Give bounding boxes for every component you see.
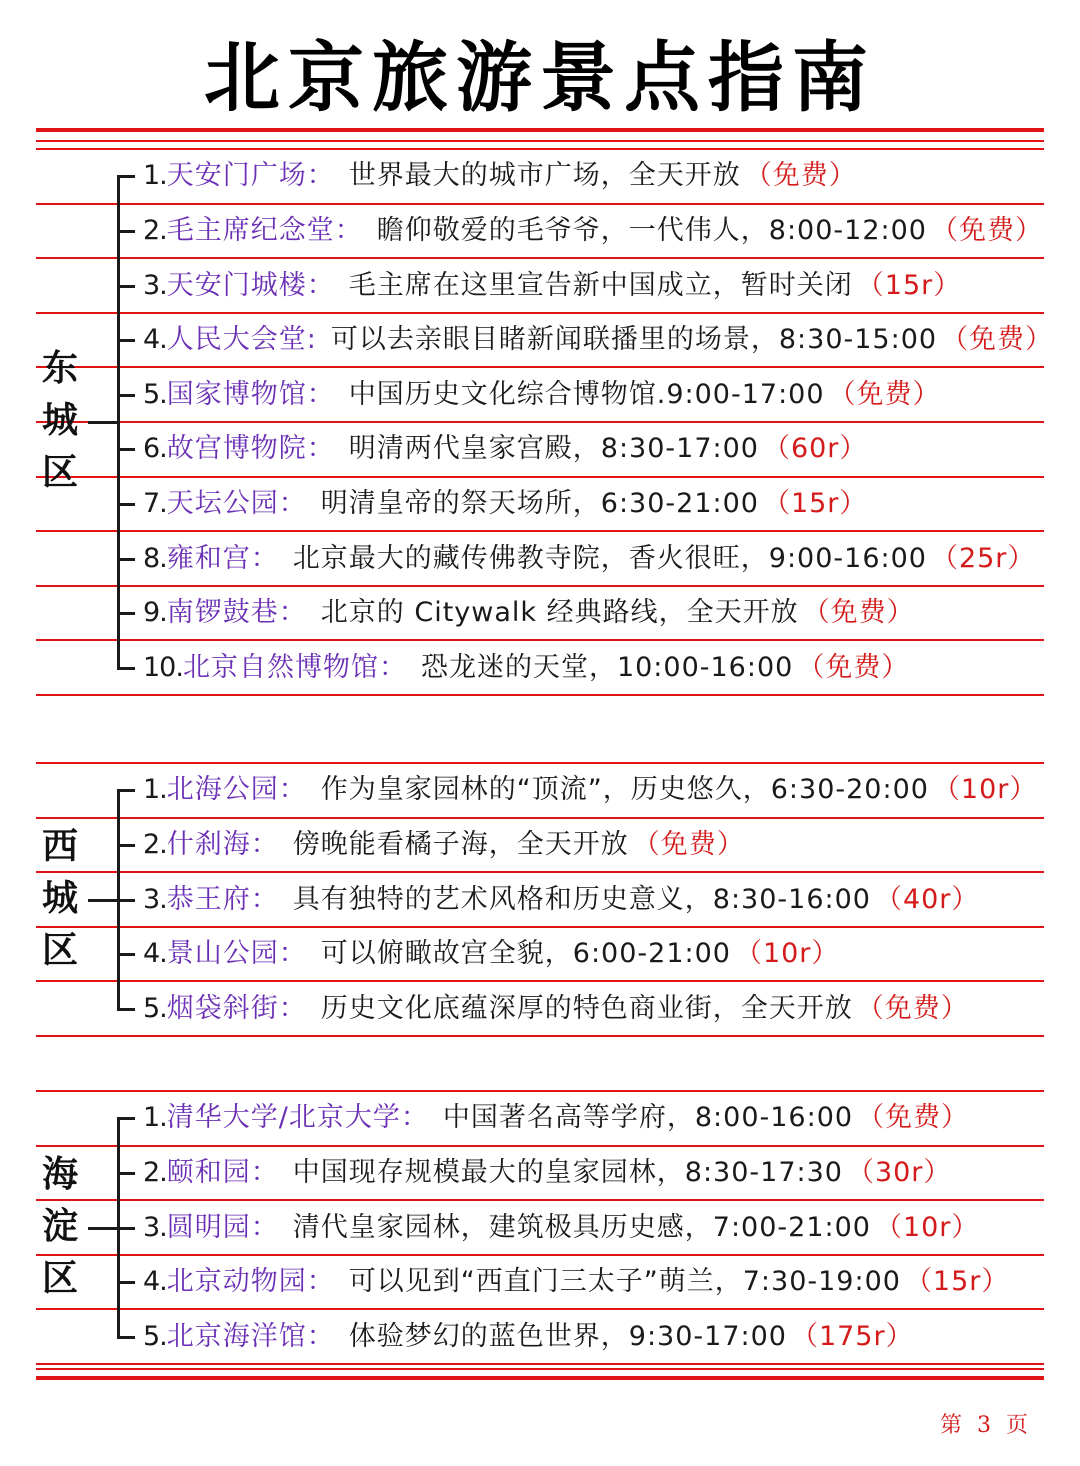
attraction-price: （免费） bbox=[941, 324, 1054, 356]
attraction-row bbox=[143, 768, 1037, 812]
attraction-description: 可以见到“西直门三太子”萌兰，7:30-19:00 bbox=[348, 1266, 901, 1298]
page-number: 第 3 页 bbox=[940, 1413, 1032, 1438]
row-divider bbox=[36, 1199, 1044, 1201]
attraction-row bbox=[143, 646, 909, 690]
bracket-tick bbox=[117, 953, 135, 956]
attraction-colon: ： bbox=[250, 828, 279, 860]
row-divider bbox=[36, 639, 1044, 641]
attraction-name: 北京动物园 bbox=[166, 1266, 307, 1298]
district-char: 海 bbox=[41, 1153, 78, 1195]
attraction-name: 烟袋斜街 bbox=[166, 992, 279, 1024]
attraction-name: 国家博物馆 bbox=[166, 378, 307, 410]
row-divider bbox=[36, 817, 1044, 819]
bracket-tick bbox=[117, 1281, 135, 1284]
row-divider bbox=[36, 980, 1044, 982]
row-divider bbox=[36, 421, 1044, 423]
attraction-price: （免费） bbox=[797, 651, 910, 683]
attraction-name: 北京自然博物馆 bbox=[182, 651, 379, 683]
district-label bbox=[36, 821, 84, 977]
row-divider bbox=[36, 1254, 1044, 1256]
attraction-colon: ： bbox=[306, 1320, 335, 1352]
item-number: 5. bbox=[143, 378, 167, 410]
bottom-rule-thin bbox=[36, 1368, 1044, 1370]
district-char: 区 bbox=[41, 1257, 78, 1299]
attraction-price: （10r） bbox=[932, 774, 1038, 806]
attraction-row bbox=[143, 591, 915, 635]
attraction-colon: ： bbox=[278, 597, 307, 629]
item-number: 3. bbox=[143, 1211, 167, 1243]
attraction-row bbox=[143, 373, 941, 417]
attraction-description: 恐龙迷的天堂，10:00-16:00 bbox=[420, 651, 794, 683]
item-number: 2. bbox=[143, 1156, 167, 1188]
attraction-colon: ： bbox=[278, 938, 307, 970]
district-char: 城 bbox=[41, 400, 78, 441]
attraction-row bbox=[143, 1206, 979, 1250]
row-divider bbox=[36, 203, 1044, 205]
row-divider bbox=[36, 1035, 1044, 1037]
bracket-tick bbox=[117, 1117, 135, 1120]
attraction-row bbox=[143, 482, 867, 526]
row-divider bbox=[36, 312, 1044, 314]
attraction-colon: ： bbox=[278, 992, 307, 1024]
bracket-tick bbox=[117, 448, 135, 451]
item-number: 4. bbox=[143, 1266, 167, 1298]
page-title: 北京旅游景点指南 bbox=[204, 33, 876, 122]
row-divider bbox=[36, 476, 1044, 478]
attraction-colon: ： bbox=[250, 1156, 279, 1188]
attraction-name: 清华大学/北京大学 bbox=[166, 1102, 401, 1134]
item-number: 1. bbox=[143, 160, 167, 192]
row-divider bbox=[36, 694, 1044, 696]
attraction-price: （免费） bbox=[856, 992, 969, 1024]
attraction-colon: ： bbox=[306, 160, 335, 192]
item-number: 10. bbox=[143, 651, 183, 683]
district-char: 东 bbox=[41, 348, 78, 389]
attraction-description: 作为皇家园林的“顶流”，历史悠久，6:30-20:00 bbox=[320, 774, 929, 806]
bracket-tick bbox=[117, 230, 135, 233]
attraction-price: （15r） bbox=[762, 487, 868, 519]
attraction-colon: ： bbox=[306, 433, 335, 465]
attraction-colon: ： bbox=[334, 214, 363, 246]
attraction-price: （25r） bbox=[930, 542, 1036, 574]
attraction-name: 北京海洋馆 bbox=[166, 1320, 307, 1352]
row-divider bbox=[36, 257, 1044, 259]
attraction-description: 瞻仰敬爱的毛爷爷，一代伟人，8:00-12:00 bbox=[376, 214, 927, 246]
attraction-colon: ： bbox=[278, 487, 307, 519]
attraction-name: 北海公园 bbox=[166, 774, 279, 806]
row-divider bbox=[36, 148, 1044, 150]
attraction-colon: ： bbox=[306, 1266, 335, 1298]
attraction-description: 世界最大的城市广场，全天开放 bbox=[348, 160, 741, 192]
attraction-name: 颐和园 bbox=[166, 1156, 251, 1188]
attraction-description: 历史文化底蕴深厚的特色商业街，全天开放 bbox=[320, 992, 853, 1024]
district-char: 城 bbox=[41, 877, 78, 919]
attraction-price: （175r） bbox=[790, 1320, 914, 1352]
item-number: 1. bbox=[143, 774, 167, 806]
row-divider bbox=[36, 926, 1044, 928]
attraction-name: 南锣鼓巷 bbox=[166, 597, 279, 629]
attraction-price: （15r） bbox=[904, 1266, 1010, 1298]
bracket-tick bbox=[117, 667, 135, 670]
row-divider bbox=[36, 1145, 1044, 1147]
district-char: 区 bbox=[41, 929, 78, 971]
item-number: 6. bbox=[143, 433, 167, 465]
item-number: 2. bbox=[143, 214, 167, 246]
item-number: 5. bbox=[143, 992, 167, 1024]
attraction-price: （免费） bbox=[802, 597, 915, 629]
attraction-price: （10r） bbox=[734, 938, 840, 970]
attraction-description: 北京的 Citywalk 经典路线，全天开放 bbox=[320, 597, 799, 629]
bracket-tick bbox=[117, 558, 135, 561]
attraction-name: 圆明园 bbox=[166, 1211, 251, 1243]
attraction-name: 天安门城楼 bbox=[166, 269, 307, 301]
attraction-name: 毛主席纪念堂 bbox=[166, 214, 335, 246]
bracket-tick bbox=[117, 612, 135, 615]
attraction-description: 清代皇家园林，建筑极具历史感，7:00-21:00 bbox=[292, 1211, 871, 1243]
attraction-colon: ： bbox=[250, 1211, 279, 1243]
bracket-tick bbox=[117, 285, 135, 288]
attraction-row bbox=[143, 318, 1053, 362]
attraction-name: 天坛公园 bbox=[166, 487, 279, 519]
attraction-price: （15r） bbox=[856, 269, 962, 301]
district-char: 淀 bbox=[41, 1205, 78, 1247]
bracket-stub bbox=[88, 899, 118, 902]
attraction-colon: ： bbox=[278, 774, 307, 806]
bracket-tick bbox=[117, 1227, 135, 1230]
attraction-price: （免费） bbox=[828, 378, 941, 410]
attraction-name: 景山公园 bbox=[166, 938, 279, 970]
attraction-row bbox=[143, 823, 745, 867]
attraction-colon: ： bbox=[400, 1102, 429, 1134]
item-number: 4. bbox=[143, 938, 167, 970]
row-divider bbox=[36, 871, 1044, 873]
bracket-tick bbox=[117, 1172, 135, 1175]
attraction-row bbox=[143, 1315, 914, 1359]
attraction-row bbox=[143, 1096, 969, 1140]
attraction-name: 故宫博物院 bbox=[166, 433, 307, 465]
item-number: 2. bbox=[143, 828, 167, 860]
bottom-rule-thick bbox=[36, 1376, 1044, 1380]
district-label bbox=[36, 343, 84, 499]
row-divider bbox=[36, 585, 1044, 587]
row-divider bbox=[36, 366, 1044, 368]
attraction-description: 明清皇帝的祭天场所，6:30-21:00 bbox=[320, 487, 759, 519]
item-number: 5. bbox=[143, 1320, 167, 1352]
bracket-stub bbox=[88, 421, 118, 424]
bracket-tick bbox=[117, 339, 135, 342]
attraction-price: （60r） bbox=[762, 433, 868, 465]
attraction-name: 恭王府 bbox=[166, 883, 251, 915]
row-divider bbox=[36, 1363, 1044, 1365]
attraction-description: 可以去亲眼目睹新闻联播里的场景，8:30-15:00 bbox=[330, 324, 938, 356]
attraction-price: （免费） bbox=[930, 214, 1043, 246]
row-divider bbox=[36, 1090, 1044, 1092]
bracket-stub bbox=[88, 1227, 118, 1230]
attraction-colon: ： bbox=[250, 883, 279, 915]
attraction-row bbox=[143, 537, 1035, 581]
attraction-price: （免费） bbox=[632, 828, 745, 860]
attraction-description: 体验梦幻的蓝色世界，9:30-17:00 bbox=[348, 1320, 787, 1352]
attraction-price: （40r） bbox=[874, 883, 980, 915]
row-divider bbox=[36, 1308, 1044, 1310]
item-number: 3. bbox=[143, 883, 167, 915]
attraction-price: （10r） bbox=[874, 1211, 980, 1243]
district-label bbox=[36, 1149, 84, 1305]
attraction-price: （30r） bbox=[846, 1156, 952, 1188]
item-number: 1. bbox=[143, 1102, 167, 1134]
attraction-colon: ： bbox=[250, 542, 279, 574]
item-number: 8. bbox=[143, 542, 167, 574]
bracket-tick bbox=[117, 789, 135, 792]
bracket-tick bbox=[117, 394, 135, 397]
district-char: 区 bbox=[41, 452, 78, 493]
bracket-tick bbox=[117, 503, 135, 506]
attraction-row bbox=[143, 932, 839, 976]
attraction-name: 天安门广场 bbox=[166, 160, 307, 192]
bracket-tick bbox=[117, 1336, 135, 1339]
attraction-row bbox=[143, 878, 979, 922]
attraction-description: 北京最大的藏传佛教寺院，香火很旺，9:00-16:00 bbox=[292, 542, 927, 574]
item-number: 7. bbox=[143, 487, 167, 519]
attraction-name: 雍和宫 bbox=[166, 542, 251, 574]
attraction-description: 可以俯瞰故宫全貌，6:00-21:00 bbox=[320, 938, 731, 970]
attraction-name: 什刹海 bbox=[166, 828, 251, 860]
top-rule-thick bbox=[36, 128, 1044, 132]
attraction-description: 中国著名高等学府，8:00-16:00 bbox=[442, 1102, 854, 1134]
attraction-row bbox=[143, 987, 969, 1031]
attraction-description: 具有独特的艺术风格和历史意义，8:30-16:00 bbox=[292, 883, 871, 915]
attraction-colon: ： bbox=[306, 269, 335, 301]
bracket-tick bbox=[117, 1008, 135, 1011]
attraction-description: 中国现存规模最大的皇家园林，8:30-17:30 bbox=[292, 1156, 843, 1188]
bracket-tick bbox=[117, 175, 135, 178]
attraction-row bbox=[143, 209, 1043, 253]
attraction-colon: : bbox=[306, 324, 317, 356]
attraction-description: 傍晚能看橘子海，全天开放 bbox=[292, 828, 629, 860]
item-number: 4. bbox=[143, 324, 167, 356]
item-number: 3. bbox=[143, 269, 167, 301]
district-char: 西 bbox=[41, 825, 78, 867]
attraction-description: 明清两代皇家宫殿，8:30-17:00 bbox=[348, 433, 759, 465]
bracket-tick bbox=[117, 899, 135, 902]
row-divider bbox=[36, 530, 1044, 532]
attraction-row bbox=[143, 264, 961, 308]
attraction-name: 人民大会堂 bbox=[166, 324, 307, 356]
top-rule-thin bbox=[36, 140, 1044, 142]
attraction-colon: ： bbox=[306, 378, 335, 410]
item-number: 9. bbox=[143, 597, 167, 629]
attraction-price: （免费） bbox=[857, 1102, 970, 1134]
attraction-row bbox=[143, 427, 867, 471]
bracket-tick bbox=[117, 844, 135, 847]
attraction-row bbox=[143, 1260, 1009, 1304]
attraction-row bbox=[143, 1151, 951, 1195]
attraction-colon: ： bbox=[378, 651, 407, 683]
attraction-description: 中国历史文化综合博物馆.9:00-17:00 bbox=[348, 378, 825, 410]
attraction-row bbox=[143, 154, 857, 198]
attraction-price: （免费） bbox=[744, 160, 857, 192]
row-divider bbox=[36, 762, 1044, 764]
attraction-description: 毛主席在这里宣告新中国成立，暂时关闭 bbox=[348, 269, 853, 301]
